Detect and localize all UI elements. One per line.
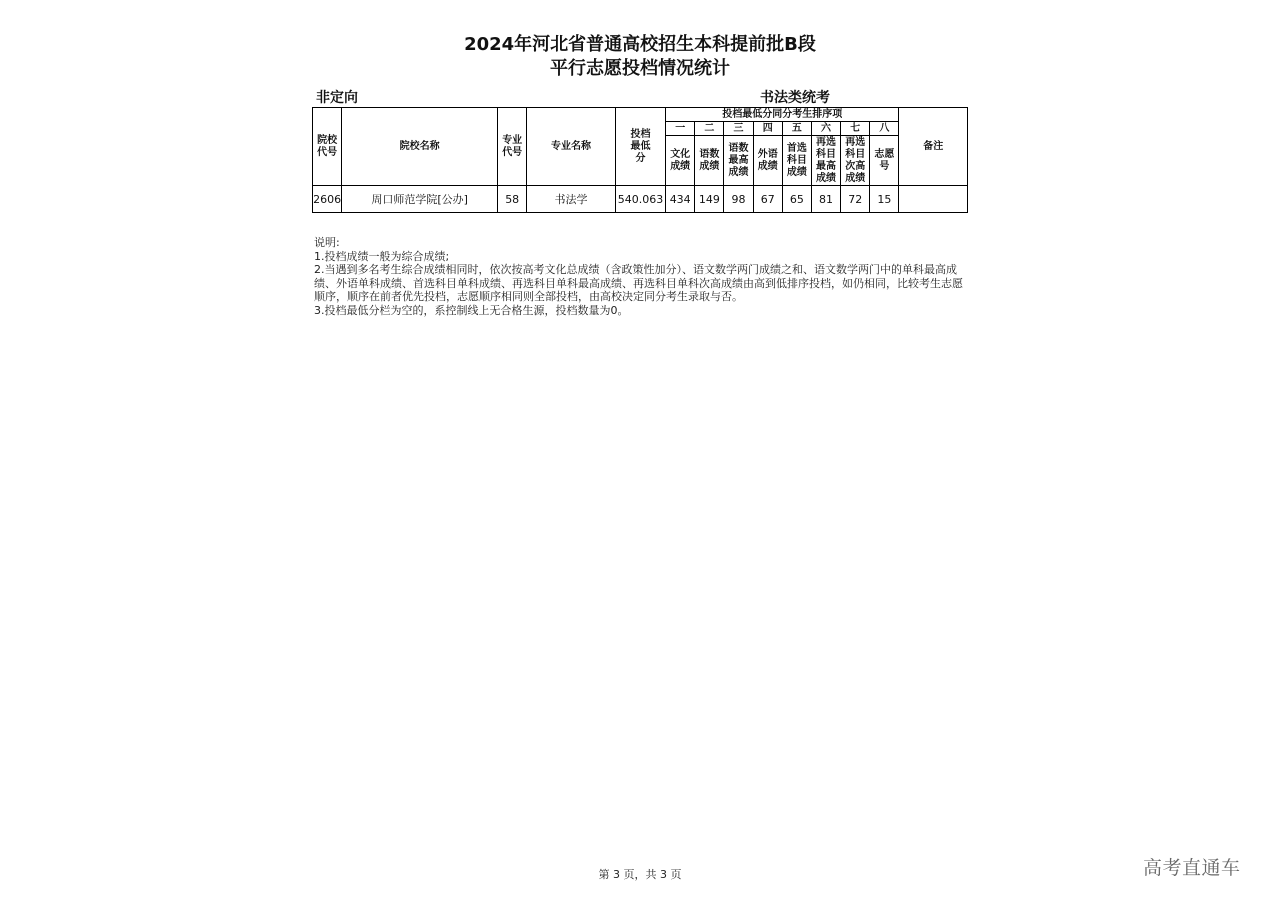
rank-number-6: 六	[811, 122, 840, 136]
rank-label-chinese-math-score: 语数 成绩	[695, 136, 724, 186]
cell-remarks	[899, 186, 968, 213]
header-school-name: 院校名称	[342, 108, 498, 186]
notes-section	[314, 236, 969, 317]
rank-number-3: 三	[724, 122, 753, 136]
cell-school-code: 2606	[313, 186, 342, 213]
rank-number-8: 八	[870, 122, 899, 136]
rank-label-elective-max: 再选 科目 最高 成绩	[811, 136, 840, 186]
rank-number-2: 二	[695, 122, 724, 136]
header-min-score: 投档 最低 分	[615, 108, 665, 186]
rank-label-first-subject: 首选 科目 成绩	[782, 136, 811, 186]
rank-number-7: 七	[841, 122, 870, 136]
category-right-label: 书法类统考	[760, 90, 830, 106]
cell-school-name: 周口师范学院[公办]	[342, 186, 498, 213]
rank-number-1: 一	[666, 122, 695, 136]
header-school-code: 院校 代号	[313, 108, 342, 186]
cell-rank-4: 67	[753, 186, 782, 213]
document-title-line2: 平行志愿投档情况统计	[550, 58, 730, 79]
category-left-label: 非定向	[316, 90, 358, 106]
header-major-name: 专业名称	[527, 108, 616, 186]
cell-rank-1: 434	[666, 186, 695, 213]
rank-label-culture-score: 文化 成绩	[666, 136, 695, 186]
note-item-2: 2.当遇到多名考生综合成绩相同时，依次按高考文化总成绩（含政策性加分）、语文数学两门成绩之和、语文数学两门中的单科最高成绩、外语单科成绩、首选科目单科成绩、再选科目单科最高成绩、再选科目单科次高成绩由高到低排序投档，如仍相同，比较考生志愿顺序，顺序在前者优先投档，志愿顺序相同则全部投档，由高校决定同分考生录取与否。	[314, 263, 963, 303]
table-row	[313, 186, 968, 213]
rank-label-elective-second: 再选 科目 次高 成绩	[841, 136, 870, 186]
rank-label-chinese-math-max: 语数 最高 成绩	[724, 136, 753, 186]
notes-heading: 说明:	[314, 236, 340, 249]
admission-table	[312, 107, 968, 213]
cell-rank-6: 81	[811, 186, 840, 213]
rank-number-4: 四	[753, 122, 782, 136]
header-ranking-group: 投档最低分同分考生排序项	[666, 108, 899, 122]
cell-rank-3: 98	[724, 186, 753, 213]
cell-rank-8: 15	[870, 186, 899, 213]
document-title-line1: 2024年河北省普通高校招生本科提前批B段	[464, 34, 816, 55]
cell-rank-2: 149	[695, 186, 724, 213]
page-number: 第 3 页，共 3 页	[598, 868, 682, 881]
header-remarks: 备注	[899, 108, 968, 186]
header-major-code: 专业 代号	[498, 108, 527, 186]
cell-major-name: 书法学	[527, 186, 616, 213]
rank-label-preference-no: 志愿 号	[870, 136, 899, 186]
cell-major-code: 58	[498, 186, 527, 213]
watermark-text: 高考直通车	[1143, 857, 1241, 879]
note-item-3: 3.投档最低分栏为空的，系控制线上无合格生源，投档数量为0。	[314, 303, 629, 317]
rank-number-5: 五	[782, 122, 811, 136]
cell-rank-7: 72	[841, 186, 870, 213]
cell-rank-5: 65	[782, 186, 811, 213]
rank-label-foreign-language: 外语 成绩	[753, 136, 782, 186]
note-item-1: 1.投档成绩一般为综合成绩;	[314, 249, 450, 263]
cell-min-score: 540.063	[615, 186, 665, 213]
